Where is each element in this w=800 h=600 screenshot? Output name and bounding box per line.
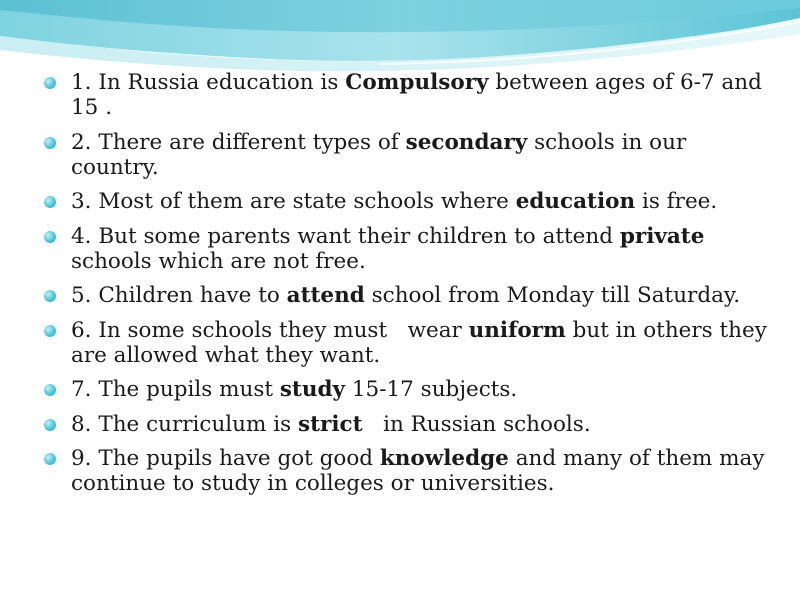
keyword: uniform	[468, 317, 566, 343]
list-item: 5. Children have to attend school from Monday till Saturday.	[40, 283, 770, 308]
bullet-icon	[44, 196, 56, 208]
keyword: strict	[298, 411, 363, 437]
bullet-icon	[44, 137, 56, 149]
bullet-icon	[44, 453, 56, 465]
list-item: 8. The curriculum is strict in Russian schools.	[40, 412, 770, 437]
keyword: education	[515, 189, 636, 214]
bullet-icon	[44, 419, 56, 431]
bullet-icon	[44, 290, 56, 302]
list-item: 7. The pupils must study 15-17 subjects.	[40, 377, 770, 402]
keyword: knowledge	[379, 446, 509, 471]
bullet-list	[40, 70, 770, 506]
list-item: 2. There are different types of secondary schools in our country.	[40, 130, 770, 180]
list-item: 3. Most of them are state schools where education is free.	[40, 189, 770, 214]
list-item: 9. The pupils have got good knowledge and many of them may continue to study in colleges or universities.	[40, 446, 770, 496]
bullet-icon	[44, 325, 56, 337]
list-item: 4. But some parents want their children to attend private schools which are not free.	[40, 224, 770, 274]
keyword: Compulsory	[345, 70, 489, 95]
keyword: attend	[286, 283, 365, 308]
keyword: secondary	[405, 129, 528, 155]
keyword: private	[619, 223, 705, 249]
bullet-icon	[44, 384, 56, 396]
list-item: 6. In some schools they must wear uniform but in others they are allowed what they want.	[40, 318, 770, 368]
bullet-icon	[44, 231, 56, 243]
list-item: 1. In Russia education is Compulsory between ages of 6-7 and 15 .	[40, 70, 770, 120]
bullet-icon	[44, 77, 56, 89]
keyword: study	[279, 377, 346, 402]
